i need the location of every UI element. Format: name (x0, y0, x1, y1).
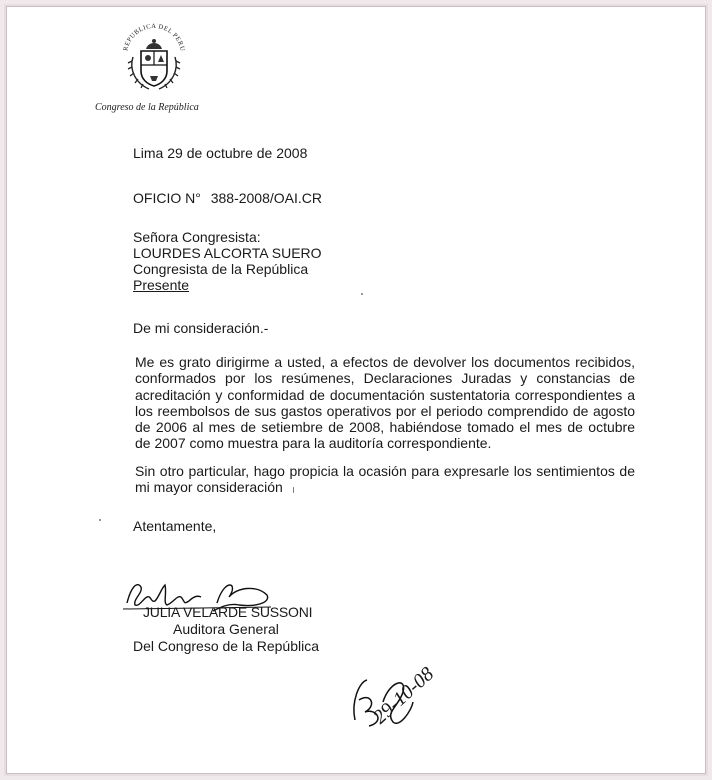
crest-arc-text: REPUBLICA DEL PERU (122, 22, 186, 53)
coat-of-arms-icon (117, 21, 191, 93)
letter-page (6, 6, 706, 774)
signatory-name: JULIA VELARDE SUSSONI (143, 604, 313, 620)
reference-number: 388-2008/OAI.CR (210, 190, 323, 206)
presente-label: Presente (133, 277, 190, 293)
signatory-title: Auditora General (173, 621, 279, 637)
body-paragraph-1: Me es grato dirigirme a usted, a efectos de devolver los documentos recibidos, conformados por los resúmenes, Declaraciones Juradas y constancias de acreditación y conformidad de documentación sustentatoria correspondientes a los reembolsos de sus gastos operativos por el periodo comprendido de agosto de 2006 al mes de setiembre de 2008, habiéndose tomado el mes de octubre de 2007 como muestra para la auditoría correspondiente. (135, 354, 635, 452)
scan-speck (293, 487, 294, 493)
recipient-role: Congresista de la República (133, 261, 309, 277)
scan-speck (361, 293, 363, 295)
signatory-organization: Del Congreso de la República (133, 638, 319, 654)
handwritten-initials (337, 662, 457, 772)
handwritten-date: 29-10-08 (369, 662, 439, 729)
greeting: De mi consideración.- (133, 320, 269, 336)
institution-caption: Congreso de la República (95, 102, 199, 113)
closing: Atentamente, (133, 518, 217, 534)
body-paragraph-2: Sin otro particular, hago propicia la ocasión para expresarle los sentimientos de mi mayor consideración (135, 463, 635, 496)
place-date: Lima 29 de octubre de 2008 (133, 145, 308, 161)
reference-label: OFICIO N° (133, 190, 201, 206)
recipient-name: LOURDES ALCORTA SUERO (133, 245, 322, 261)
reference-line (133, 190, 322, 206)
scan-speck (99, 519, 101, 521)
salutation-title: Señora Congresista: (133, 229, 261, 245)
